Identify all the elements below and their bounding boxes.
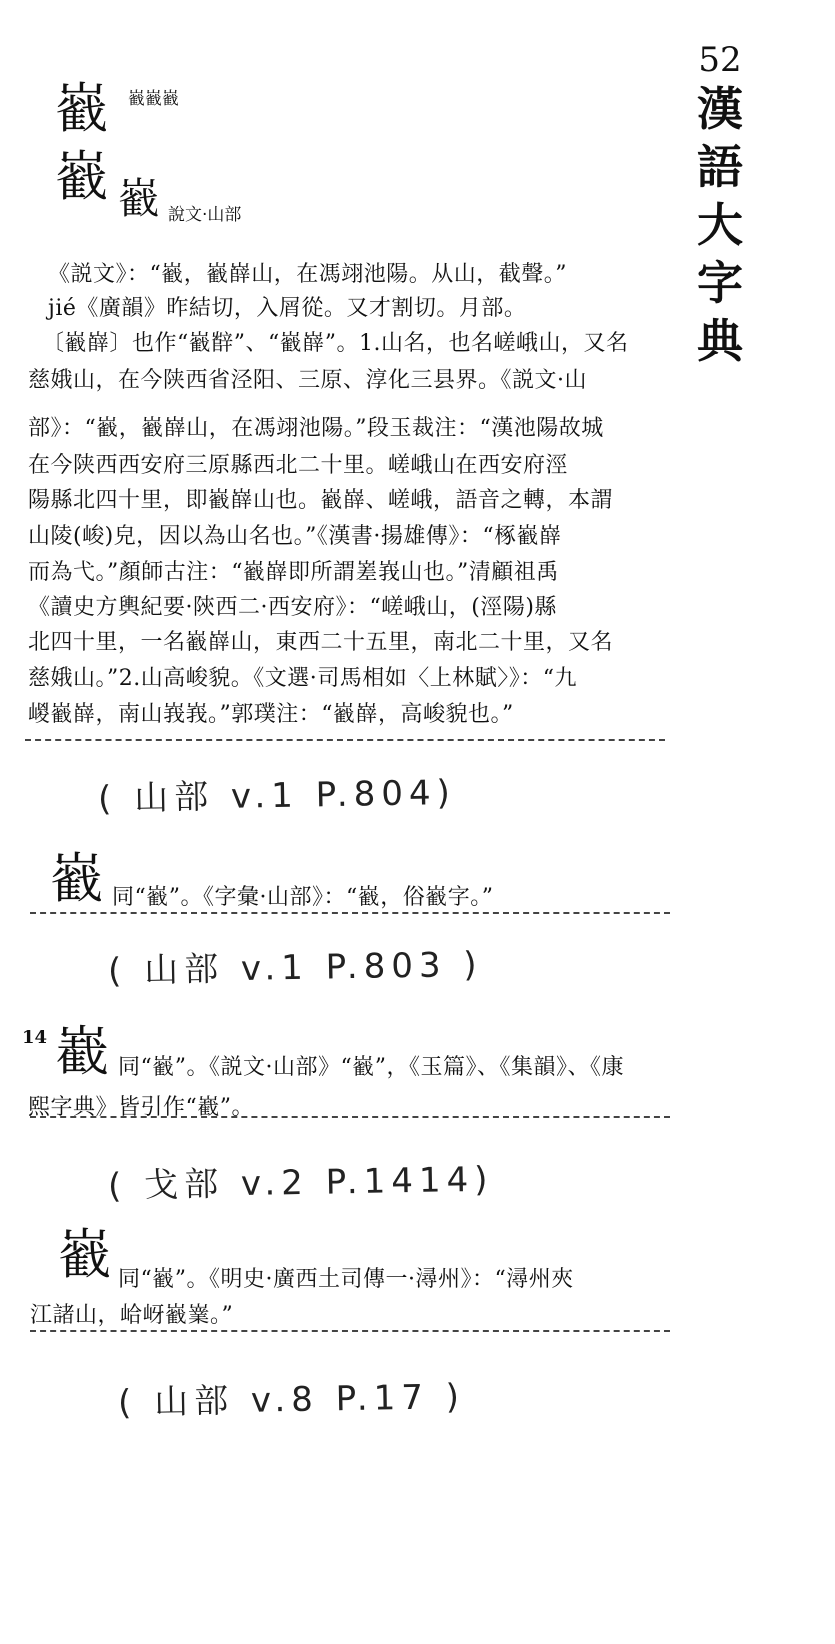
entry3-line: 同“巀”。《説文·山部》“巀”，《玉篇》、《集韻》、《康 <box>118 1055 624 1080</box>
entry3-headword: 嶻 <box>55 1020 109 1083</box>
dictionary-sidebar <box>690 40 750 370</box>
section-divider <box>30 1116 670 1118</box>
handwritten-reference: ( 山部 v.8 P.17 ) <box>117 1376 466 1424</box>
title-char: 字 <box>697 256 743 310</box>
entry1-headword-2: 巀 <box>55 145 109 208</box>
entry4-headword: 巀 <box>58 1223 112 1286</box>
entry1-line: 《讀史方輿紀要·陝西二·西安府》：“嵯峨山，(涇陽)縣 <box>28 595 557 620</box>
entry1-line: 山陵(峻)皃，因以為山名也。”《漢書·揚雄傳》：“椓巀嶭 <box>28 524 562 549</box>
title-char: 漢 <box>697 82 743 136</box>
dictionary-title <box>690 80 750 370</box>
handwritten-reference: ( 山部 v.1 P.803 ) <box>107 944 483 992</box>
section-divider <box>30 912 670 914</box>
title-char: 典 <box>697 314 743 368</box>
entry1-line: jié《廣韻》昨結切，入屑從。又才割切。月部。 <box>48 296 527 321</box>
handwritten-reference: ( 山部 v.1 P.804) <box>97 772 457 820</box>
entry1-variants: 巀巀巀 <box>128 89 179 109</box>
entry4-line: 江諸山，峆岈巀嶪。” <box>30 1303 234 1328</box>
title-char: 語 <box>697 140 743 194</box>
entry1-line: 〔巀嶭〕也作“巀辥”、“巀嶭”。1.山名，也名嵯峨山，又名 <box>42 331 629 356</box>
entry1-line: 慈娥山。”2.山高峻貌。《文選·司馬相如〈上林賦〉》：“九 <box>28 666 577 691</box>
title-char: 大 <box>697 198 743 252</box>
entry2-headword: 巀 <box>50 847 104 910</box>
entry1-headword: 巀 <box>55 77 109 140</box>
entry1-line: 陽縣北四十里，即巀嶭山也。巀嶭、嵯峨，語音之轉，本謂 <box>28 488 614 513</box>
section-divider <box>25 739 665 741</box>
handwritten-reference: ( 戈部 v.2 P.1414) <box>107 1159 494 1207</box>
seal-script-glyph: 巀 <box>118 174 161 223</box>
entry2-text: 同“巀”。《字彙·山部》：“巀，俗巀字。” <box>112 885 494 910</box>
entry1-line: 而為弋。”顏師古注：“巀嶭即所謂嵳峩山也。”清顧祖禹 <box>28 560 559 585</box>
section-divider <box>30 1330 670 1332</box>
entry1-line: 在今陕西西安府三原縣西北二十里。嵯峨山在西安府涇 <box>28 453 569 478</box>
entry1-line: 慈娥山，在今陕西省泾阳、三原、淳化三县界。《説文·山 <box>28 368 587 393</box>
stroke-count: 14 <box>22 1027 48 1048</box>
entry1-line: 嵕巀嶭，南山峩峩。”郭璞注：“巀嶭，高峻貌也。” <box>28 702 514 727</box>
entry3-line: 熙字典》皆引作“嶻”。 <box>28 1095 254 1120</box>
seal-source: 說文·山部 <box>168 205 242 225</box>
entry1-line: 《説文》：“巀，巀嶭山，在馮翊池陽。从山，截聲。” <box>48 262 567 287</box>
entry4-line: 同“巀”。《明史·廣西土司傳一·潯州》：“潯州夾 <box>118 1267 574 1292</box>
page-number: 52 <box>698 40 742 80</box>
entry1-line: 部》：“巀，巀嶭山，在馮翊池陽。”段玉裁注：“漢池陽故城 <box>28 416 604 441</box>
entry1-line: 北四十里，一名巀嶭山，東西二十五里，南北二十里，又名 <box>28 630 614 655</box>
